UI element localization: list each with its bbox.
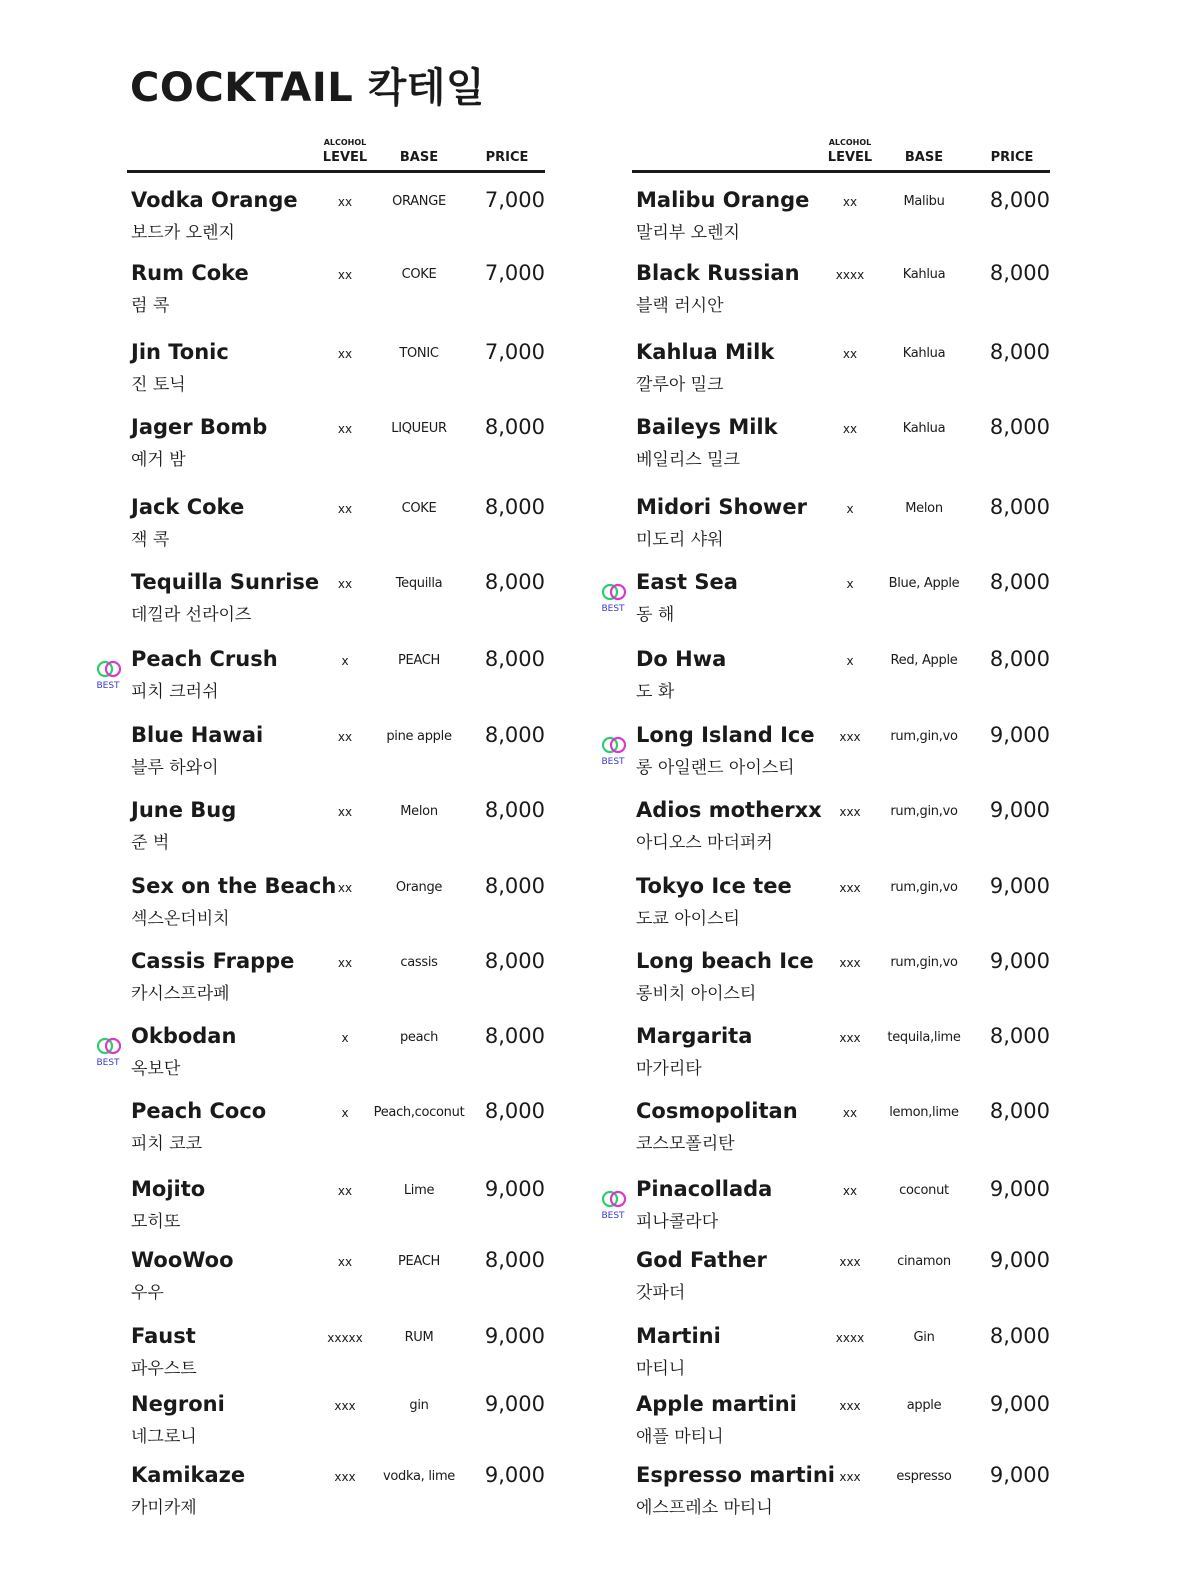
rings-icon bbox=[602, 582, 626, 602]
drink-name-korean: 잭 콕 bbox=[131, 530, 170, 550]
menu-item bbox=[127, 1248, 545, 1308]
drink-name-korean: 예거 밤 bbox=[131, 450, 186, 470]
menu-item bbox=[127, 874, 545, 934]
drink-name: Midori Shower bbox=[636, 495, 807, 519]
menu-item bbox=[632, 415, 1050, 475]
header-level: LEVEL bbox=[827, 150, 873, 165]
drink-price: 9,000 bbox=[484, 1177, 545, 1201]
drink-base: pine apple bbox=[386, 729, 452, 744]
best-label: BEST bbox=[96, 681, 120, 691]
drink-name-korean: 말리부 오렌지 bbox=[636, 223, 740, 243]
drink-name-korean: 도쿄 아이스티 bbox=[636, 909, 740, 929]
alcohol-level: xx bbox=[337, 956, 353, 970]
drink-price: 9,000 bbox=[989, 798, 1050, 822]
column-header bbox=[632, 136, 1050, 172]
menu-item bbox=[127, 261, 545, 321]
rings-icon bbox=[602, 1189, 626, 1209]
menu-item bbox=[127, 1099, 545, 1159]
drink-base: PEACH bbox=[397, 653, 441, 668]
drink-name: East Sea bbox=[636, 570, 738, 594]
drink-price: 9,000 bbox=[989, 1463, 1050, 1487]
menu-item bbox=[127, 340, 545, 400]
drink-price: 8,000 bbox=[989, 495, 1050, 519]
alcohol-level: xxx bbox=[839, 1255, 861, 1269]
drink-base: Melon bbox=[905, 501, 943, 516]
alcohol-level: x bbox=[341, 1031, 349, 1045]
drink-base: Melon bbox=[400, 804, 438, 819]
drink-price: 9,000 bbox=[989, 1177, 1050, 1201]
drink-name: Jack Coke bbox=[131, 495, 245, 519]
drink-name: Peach Crush bbox=[131, 647, 278, 671]
drink-base: PEACH bbox=[397, 1254, 441, 1269]
drink-name-korean: 블루 하와이 bbox=[131, 758, 219, 778]
drink-price: 8,000 bbox=[484, 949, 545, 973]
drink-name: June Bug bbox=[131, 798, 237, 822]
alcohol-level: xx bbox=[337, 502, 353, 516]
drink-price: 8,000 bbox=[484, 570, 545, 594]
menu-item bbox=[127, 570, 545, 630]
menu-item bbox=[632, 340, 1050, 400]
alcohol-level: xxxx bbox=[835, 1331, 865, 1345]
drink-name-korean: 보드카 오렌지 bbox=[131, 223, 235, 243]
drink-price: 8,000 bbox=[989, 647, 1050, 671]
rings-icon bbox=[97, 1036, 121, 1056]
menu-item bbox=[632, 647, 1050, 707]
drink-name-korean: 카미카제 bbox=[131, 1498, 197, 1518]
drink-name: Cosmopolitan bbox=[636, 1099, 798, 1123]
drink-name: Faust bbox=[131, 1324, 196, 1348]
drink-price: 8,000 bbox=[484, 1099, 545, 1123]
alcohol-level: xx bbox=[337, 347, 353, 361]
menu-item bbox=[601, 723, 1050, 783]
drink-name: Kamikaze bbox=[131, 1463, 246, 1487]
drink-name-korean: 럼 콕 bbox=[131, 296, 170, 316]
drink-name-korean: 파우스트 bbox=[131, 1359, 197, 1379]
drink-name: Peach Coco bbox=[131, 1099, 267, 1123]
menu-item bbox=[632, 1024, 1050, 1084]
drink-base: Gin bbox=[913, 1330, 935, 1345]
drink-price: 8,000 bbox=[989, 1324, 1050, 1348]
alcohol-level: x bbox=[846, 502, 854, 516]
alcohol-level: x bbox=[341, 1106, 349, 1120]
drink-price: 9,000 bbox=[484, 1463, 545, 1487]
drink-name-korean: 도 화 bbox=[636, 682, 675, 702]
drink-price: 9,000 bbox=[989, 1392, 1050, 1416]
alcohol-level: x bbox=[846, 654, 854, 668]
menu-item bbox=[96, 647, 545, 707]
alcohol-level: x bbox=[341, 654, 349, 668]
drink-name: Pinacollada bbox=[636, 1177, 773, 1201]
drink-price: 8,000 bbox=[989, 340, 1050, 364]
drink-base: vodka, lime bbox=[382, 1469, 455, 1484]
header-divider bbox=[127, 170, 545, 173]
drink-name-korean: 섹스온더비치 bbox=[131, 909, 230, 929]
drink-name: Black Russian bbox=[636, 261, 800, 285]
drink-name-korean: 진 토닉 bbox=[131, 375, 186, 395]
drink-base: espresso bbox=[896, 1469, 952, 1484]
header-price: PRICE bbox=[990, 150, 1034, 165]
drink-name-korean: 깔루아 밀크 bbox=[636, 375, 724, 395]
drink-price: 8,000 bbox=[484, 495, 545, 519]
alcohol-level: xx bbox=[337, 268, 353, 282]
drink-base: Kahlua bbox=[902, 346, 946, 361]
drink-base: Kahlua bbox=[902, 421, 946, 436]
rings-icon bbox=[97, 659, 121, 679]
menu-item bbox=[127, 415, 545, 475]
rings-icon bbox=[602, 735, 626, 755]
alcohol-level: xx bbox=[842, 1106, 858, 1120]
drink-price: 8,000 bbox=[484, 647, 545, 671]
drink-price: 8,000 bbox=[989, 1099, 1050, 1123]
menu-item bbox=[127, 949, 545, 1009]
alcohol-level: xx bbox=[337, 805, 353, 819]
menu-item bbox=[632, 874, 1050, 934]
drink-name: Espresso martini bbox=[636, 1463, 836, 1487]
menu-item bbox=[632, 1324, 1050, 1384]
drink-name: Baileys Milk bbox=[636, 415, 778, 439]
drink-name-korean: 롱비치 아이스티 bbox=[636, 984, 757, 1004]
drink-name: WooWoo bbox=[131, 1248, 234, 1272]
alcohol-level: xxx bbox=[839, 1399, 861, 1413]
menu-item bbox=[632, 188, 1050, 248]
drink-base: gin bbox=[409, 1398, 429, 1413]
header-alcohol: ALCOHOL bbox=[323, 138, 367, 147]
drink-name-korean: 피치 코코 bbox=[131, 1134, 203, 1154]
alcohol-level: xx bbox=[337, 1255, 353, 1269]
alcohol-level: xxx bbox=[334, 1470, 356, 1484]
drink-name: Mojito bbox=[131, 1177, 206, 1201]
best-badge bbox=[93, 659, 127, 693]
drink-name-korean: 미도리 샤워 bbox=[636, 530, 724, 550]
drink-name-korean: 에스프레소 마티니 bbox=[636, 1498, 773, 1518]
drink-name-korean: 모히또 bbox=[131, 1212, 181, 1232]
drink-name-korean: 블랙 러시안 bbox=[636, 296, 724, 316]
drink-price: 8,000 bbox=[484, 415, 545, 439]
drink-name-korean: 동 해 bbox=[636, 605, 675, 625]
alcohol-level: x bbox=[846, 577, 854, 591]
header-alcohol: ALCOHOL bbox=[828, 138, 872, 147]
drink-base: Red, Apple bbox=[890, 653, 958, 668]
menu-item bbox=[127, 495, 545, 555]
menu-item bbox=[96, 1024, 545, 1084]
alcohol-level: xx bbox=[337, 730, 353, 744]
drink-name-korean: 롱 아일랜드 아이스티 bbox=[636, 758, 795, 778]
drink-name: Kahlua Milk bbox=[636, 340, 775, 364]
drink-price: 9,000 bbox=[989, 723, 1050, 747]
best-badge bbox=[598, 735, 632, 769]
alcohol-level: xxx bbox=[839, 956, 861, 970]
drink-name-korean: 네그로니 bbox=[131, 1427, 197, 1447]
best-badge bbox=[598, 1189, 632, 1223]
alcohol-level: xx bbox=[337, 1184, 353, 1198]
drink-name: Rum Coke bbox=[131, 261, 249, 285]
menu-item bbox=[632, 1463, 1050, 1523]
drink-name: Do Hwa bbox=[636, 647, 727, 671]
drink-name-korean: 카시스프라페 bbox=[131, 984, 230, 1004]
menu-item bbox=[632, 1099, 1050, 1159]
drink-price: 8,000 bbox=[484, 723, 545, 747]
drink-name: Cassis Frappe bbox=[131, 949, 295, 973]
drink-base: TONIC bbox=[399, 346, 439, 361]
drink-price: 9,000 bbox=[989, 1248, 1050, 1272]
alcohol-level: xxx bbox=[839, 1470, 861, 1484]
menu-item bbox=[632, 1392, 1050, 1452]
drink-base: RUM bbox=[404, 1330, 434, 1345]
drink-price: 7,000 bbox=[484, 261, 545, 285]
drink-price: 8,000 bbox=[484, 798, 545, 822]
drink-name: Blue Hawai bbox=[131, 723, 264, 747]
menu-item bbox=[127, 1392, 545, 1452]
drink-name-korean: 우우 bbox=[131, 1283, 164, 1303]
drink-base: Peach,coconut bbox=[373, 1105, 465, 1120]
best-label: BEST bbox=[96, 1058, 120, 1068]
menu-item bbox=[632, 495, 1050, 555]
menu-item bbox=[127, 1463, 545, 1523]
header-base: BASE bbox=[399, 150, 439, 165]
drink-price: 8,000 bbox=[989, 1024, 1050, 1048]
alcohol-level: xxx bbox=[839, 730, 861, 744]
drink-base: rum,gin,vo bbox=[890, 955, 958, 970]
drink-price: 8,000 bbox=[989, 188, 1050, 212]
menu-column-left bbox=[96, 0, 545, 1572]
drink-name: Long beach Ice bbox=[636, 949, 814, 973]
drink-name: Okbodan bbox=[131, 1024, 237, 1048]
best-label: BEST bbox=[601, 604, 625, 614]
drink-price: 8,000 bbox=[989, 261, 1050, 285]
menu-item bbox=[127, 188, 545, 248]
menu-item bbox=[127, 798, 545, 858]
drink-base: peach bbox=[399, 1030, 439, 1045]
best-badge bbox=[93, 1036, 127, 1070]
menu-item bbox=[601, 1177, 1050, 1237]
drink-name: Martini bbox=[636, 1324, 721, 1348]
alcohol-level: xxx bbox=[334, 1399, 356, 1413]
menu-item bbox=[127, 1324, 545, 1384]
header-price: PRICE bbox=[485, 150, 529, 165]
drink-base: Malibu bbox=[903, 194, 945, 209]
drink-name-korean: 피나콜라다 bbox=[636, 1212, 719, 1232]
drink-price: 9,000 bbox=[484, 1392, 545, 1416]
drink-name: Vodka Orange bbox=[131, 188, 298, 212]
drink-price: 9,000 bbox=[484, 1324, 545, 1348]
drink-name: Malibu Orange bbox=[636, 188, 810, 212]
alcohol-level: xxxxx bbox=[327, 1331, 363, 1345]
drink-base: Lime bbox=[403, 1183, 435, 1198]
drink-name-korean: 피치 크러쉬 bbox=[131, 682, 219, 702]
drink-base: Orange bbox=[395, 880, 443, 895]
header-base: BASE bbox=[904, 150, 944, 165]
drink-base: LIQUEUR bbox=[391, 421, 447, 436]
drink-base: Kahlua bbox=[902, 267, 946, 282]
alcohol-level: xx bbox=[842, 347, 858, 361]
menu-item bbox=[127, 723, 545, 783]
drink-name: Negroni bbox=[131, 1392, 225, 1416]
drink-base: Tequilla bbox=[395, 576, 443, 591]
drink-base: Blue, Apple bbox=[888, 576, 960, 591]
drink-base: coconut bbox=[899, 1183, 949, 1198]
alcohol-level: xx bbox=[842, 1184, 858, 1198]
drink-name: Adios motherxx bbox=[636, 798, 822, 822]
drink-base: ORANGE bbox=[392, 194, 446, 209]
drink-name: Jager Bomb bbox=[131, 415, 268, 439]
drink-name-korean: 준 벅 bbox=[131, 833, 170, 853]
drink-base: rum,gin,vo bbox=[890, 729, 958, 744]
best-label: BEST bbox=[601, 1211, 625, 1221]
alcohol-level: xx bbox=[337, 577, 353, 591]
alcohol-level: xx bbox=[842, 195, 858, 209]
drink-price: 8,000 bbox=[484, 1024, 545, 1048]
drink-name-korean: 베일리스 밀크 bbox=[636, 450, 740, 470]
drink-name-korean: 갓파더 bbox=[636, 1283, 686, 1303]
drink-name-korean: 마티니 bbox=[636, 1359, 686, 1379]
drink-base: rum,gin,vo bbox=[890, 880, 958, 895]
alcohol-level: xxx bbox=[839, 805, 861, 819]
page-title: COCKTAIL 칵테일 bbox=[130, 65, 486, 111]
menu-item bbox=[632, 261, 1050, 321]
drink-name-korean: 마가리타 bbox=[636, 1059, 702, 1079]
drink-base: tequila,lime bbox=[887, 1030, 961, 1045]
header-divider bbox=[632, 170, 1050, 173]
drink-name: Jin Tonic bbox=[131, 340, 229, 364]
drink-name: Sex on the Beach bbox=[131, 874, 337, 898]
drink-name-korean: 코스모폴리탄 bbox=[636, 1134, 735, 1154]
drink-base: cinamon bbox=[897, 1254, 951, 1269]
alcohol-level: xx bbox=[337, 422, 353, 436]
alcohol-level: xxx bbox=[839, 1031, 861, 1045]
alcohol-level: xx bbox=[337, 881, 353, 895]
menu-item bbox=[127, 1177, 545, 1237]
drink-base: lemon,lime bbox=[889, 1105, 959, 1120]
drink-price: 7,000 bbox=[484, 340, 545, 364]
drink-base: cassis bbox=[400, 955, 438, 970]
drink-name-korean: 애플 마티니 bbox=[636, 1427, 724, 1447]
column-header bbox=[127, 136, 545, 172]
alcohol-level: xx bbox=[842, 422, 858, 436]
drink-name: Tequilla Sunrise bbox=[131, 570, 320, 594]
menu-item bbox=[601, 570, 1050, 630]
drink-name-korean: 데낄라 선라이즈 bbox=[131, 605, 252, 625]
drink-price: 9,000 bbox=[989, 949, 1050, 973]
drink-price: 8,000 bbox=[989, 415, 1050, 439]
drink-base: COKE bbox=[401, 267, 437, 282]
drink-price: 9,000 bbox=[989, 874, 1050, 898]
drink-base: COKE bbox=[401, 501, 437, 516]
menu-item bbox=[632, 798, 1050, 858]
best-label: BEST bbox=[601, 757, 625, 767]
menu-item bbox=[632, 949, 1050, 1009]
best-badge bbox=[598, 582, 632, 616]
drink-name: Margarita bbox=[636, 1024, 753, 1048]
drink-price: 8,000 bbox=[484, 1248, 545, 1272]
drink-name-korean: 옥보단 bbox=[131, 1059, 181, 1079]
drink-price: 7,000 bbox=[484, 188, 545, 212]
drink-price: 8,000 bbox=[989, 570, 1050, 594]
drink-name: Apple martini bbox=[636, 1392, 797, 1416]
drink-price: 8,000 bbox=[484, 874, 545, 898]
drink-name: Tokyo Ice tee bbox=[636, 874, 792, 898]
drink-name: Long Island Ice bbox=[636, 723, 815, 747]
drink-name-korean: 아디오스 마더퍼커 bbox=[636, 833, 773, 853]
alcohol-level: xxxx bbox=[835, 268, 865, 282]
drink-base: apple bbox=[906, 1398, 942, 1413]
alcohol-level: xxx bbox=[839, 881, 861, 895]
menu-item bbox=[632, 1248, 1050, 1308]
menu-column-right bbox=[601, 0, 1050, 1572]
alcohol-level: xx bbox=[337, 195, 353, 209]
drink-name: God Father bbox=[636, 1248, 767, 1272]
drink-base: rum,gin,vo bbox=[890, 804, 958, 819]
header-level: LEVEL bbox=[322, 150, 368, 165]
